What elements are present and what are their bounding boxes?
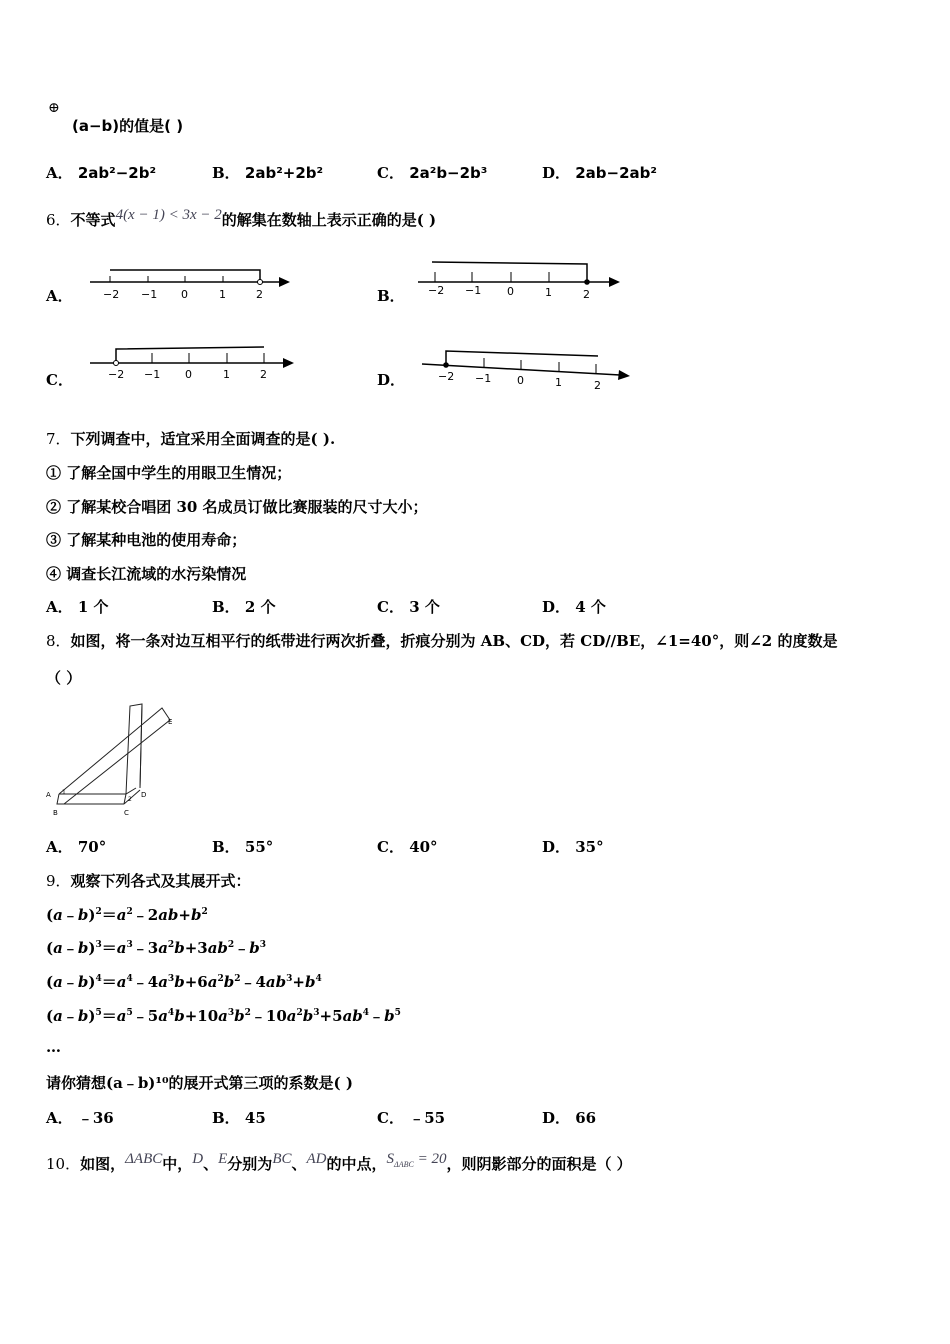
q6-option-a-label[interactable]: A． [46, 287, 73, 305]
q8-folded-strip-figure [44, 700, 184, 822]
q6-option-b-label[interactable]: B． [377, 287, 405, 305]
q7-item-3: ③ 了解某种电池的使用寿命； [46, 531, 247, 549]
q5-stem: (a−b)的值是( ) [72, 117, 184, 135]
q8-label-c: C [124, 809, 129, 817]
q6a-tick-1: 1 [219, 288, 226, 301]
q9-stem: 9．观察下列各式及其展开式： [46, 872, 251, 890]
q8-label-e: E [168, 718, 173, 726]
q6d-tick-0: 0 [517, 374, 524, 387]
q7-item-1: ① 了解全国中学生的用眼卫生情况； [46, 464, 292, 482]
q10-segment-ad: AD [306, 1151, 327, 1167]
q10-triangle-abc: ΔABC [125, 1151, 163, 1167]
q8-stem-cont: （ ） [46, 669, 82, 687]
q10-point-e: E [218, 1151, 228, 1167]
q8-option-d[interactable]: D． 35° [542, 838, 604, 856]
q6-option-c-label[interactable]: C． [46, 371, 73, 389]
q7-item-2: ② 了解某校合唱团 30 名成员订做比赛服装的尺寸大小； [46, 498, 428, 516]
q6-stem: 6．不等式4(x − 1) < 3x − 2的解集在数轴上表示正确的是( ) [46, 207, 437, 229]
q6b-tick-neg2: −2 [428, 284, 445, 297]
q5-option-b[interactable]: B． 2ab²+2b² [212, 164, 324, 182]
q6c-tick-neg1: −1 [144, 368, 161, 381]
q6d-tick-neg1: −1 [475, 372, 492, 385]
q9-option-c[interactable]: C． ﹣55 [377, 1109, 446, 1127]
q9-expansion-2: $(a﹣b)^2=a^2﹣2ab+b^2$ [46, 906, 208, 924]
q6b-tick-0: 0 [507, 285, 514, 298]
q8-option-a[interactable]: A． 70° [46, 838, 107, 856]
q7-stem: 7．下列调查中，适宜采用全面调查的是( ). [46, 430, 336, 448]
q7-option-a[interactable]: A． 1 个 [46, 598, 109, 616]
q6-option-d-label[interactable]: D． [377, 371, 406, 389]
q9-expansion-3: $(a﹣b)^3=a^3﹣3a^2b+3ab^2﹣b^3$ [46, 939, 266, 957]
q5-option-d[interactable]: D． 2ab−2ab² [542, 164, 657, 182]
q6c-tick-1: 1 [223, 368, 230, 381]
q10-point-d: D [192, 1151, 204, 1167]
q6-formula: 4(x − 1) < 3x − 2 [115, 207, 222, 223]
q6d-tick-1: 1 [555, 376, 562, 389]
q6-number-line-b [410, 252, 630, 304]
q9-option-b[interactable]: B． 45 [212, 1109, 266, 1127]
q7-option-c[interactable]: C． 3 个 [377, 598, 440, 616]
q6d-tick-2: 2 [594, 379, 601, 392]
q10-segment-bc: BC [272, 1151, 292, 1167]
q6a-tick-0: 0 [181, 288, 188, 301]
q8-label-angle2: 2 [128, 796, 132, 803]
circle-plus-symbol: ⊕ [48, 100, 60, 116]
q6-number-line-d [416, 344, 638, 394]
q8-label-d: D [141, 791, 147, 799]
q6-number-line-c [84, 343, 304, 383]
q10-area-formula: $S_{\Delta ABC} = 20$ [386, 1151, 447, 1169]
q7-option-d[interactable]: D． 4 个 [542, 598, 606, 616]
q9-option-d[interactable]: D． 66 [542, 1109, 597, 1127]
q9-option-a[interactable]: A． ﹣36 [46, 1109, 114, 1127]
q7-item-4: ④ 调查长江流域的水污染情况 [46, 565, 247, 583]
q7-option-b[interactable]: B． 2 个 [212, 598, 276, 616]
q6-number-line-a [80, 258, 300, 304]
q6d-tick-neg2: −2 [438, 370, 455, 383]
q5-option-c[interactable]: C． 2a²b−2b³ [377, 164, 488, 182]
q6c-tick-2: 2 [260, 368, 267, 381]
q6b-tick-neg1: −1 [465, 284, 482, 297]
q5-option-a[interactable]: A． 2ab²−2b² [46, 164, 157, 182]
q9-expansion-4: $(a﹣b)^4=a^4﹣4a^3b+6a^2b^2﹣4ab^3+b^4$ [46, 973, 322, 991]
q6b-tick-1: 1 [545, 286, 552, 299]
q9-ellipsis: … [46, 1038, 61, 1056]
q8-option-b[interactable]: B． 55° [212, 838, 274, 856]
q9-question: 请你猜想(a﹣b)¹⁰的展开式第三项的系数是( ) [46, 1074, 353, 1092]
q8-label-a: A [46, 791, 51, 799]
q6a-tick-neg1: −1 [141, 288, 158, 301]
q8-label-angle1: 1 [62, 789, 66, 796]
q10-stem: 10．如图，ΔABC中，D、E分别为BC、AD的中点，$S_{\Delta ABC} = 20$，则阴影部分的面积是（ ） [46, 1151, 632, 1173]
q9-expansion-5: $(a﹣b)^5=a^5﹣5a^4b+10a^3b^2﹣10a^2b^3+5ab^4﹣b^5$ [46, 1007, 401, 1025]
q6a-tick-neg2: −2 [103, 288, 120, 301]
q8-label-b: B [53, 809, 58, 817]
q6c-tick-0: 0 [185, 368, 192, 381]
q8-option-c[interactable]: C． 40° [377, 838, 438, 856]
q8-stem: 8．如图，将一条对边互相平行的纸带进行两次折叠，折痕分别为 AB、CD，若 CD//BE，∠1=40°，则∠2 的度数是 [46, 632, 838, 650]
q6c-tick-neg2: −2 [108, 368, 125, 381]
q6b-tick-2: 2 [583, 288, 590, 301]
q6a-tick-2: 2 [256, 288, 263, 301]
